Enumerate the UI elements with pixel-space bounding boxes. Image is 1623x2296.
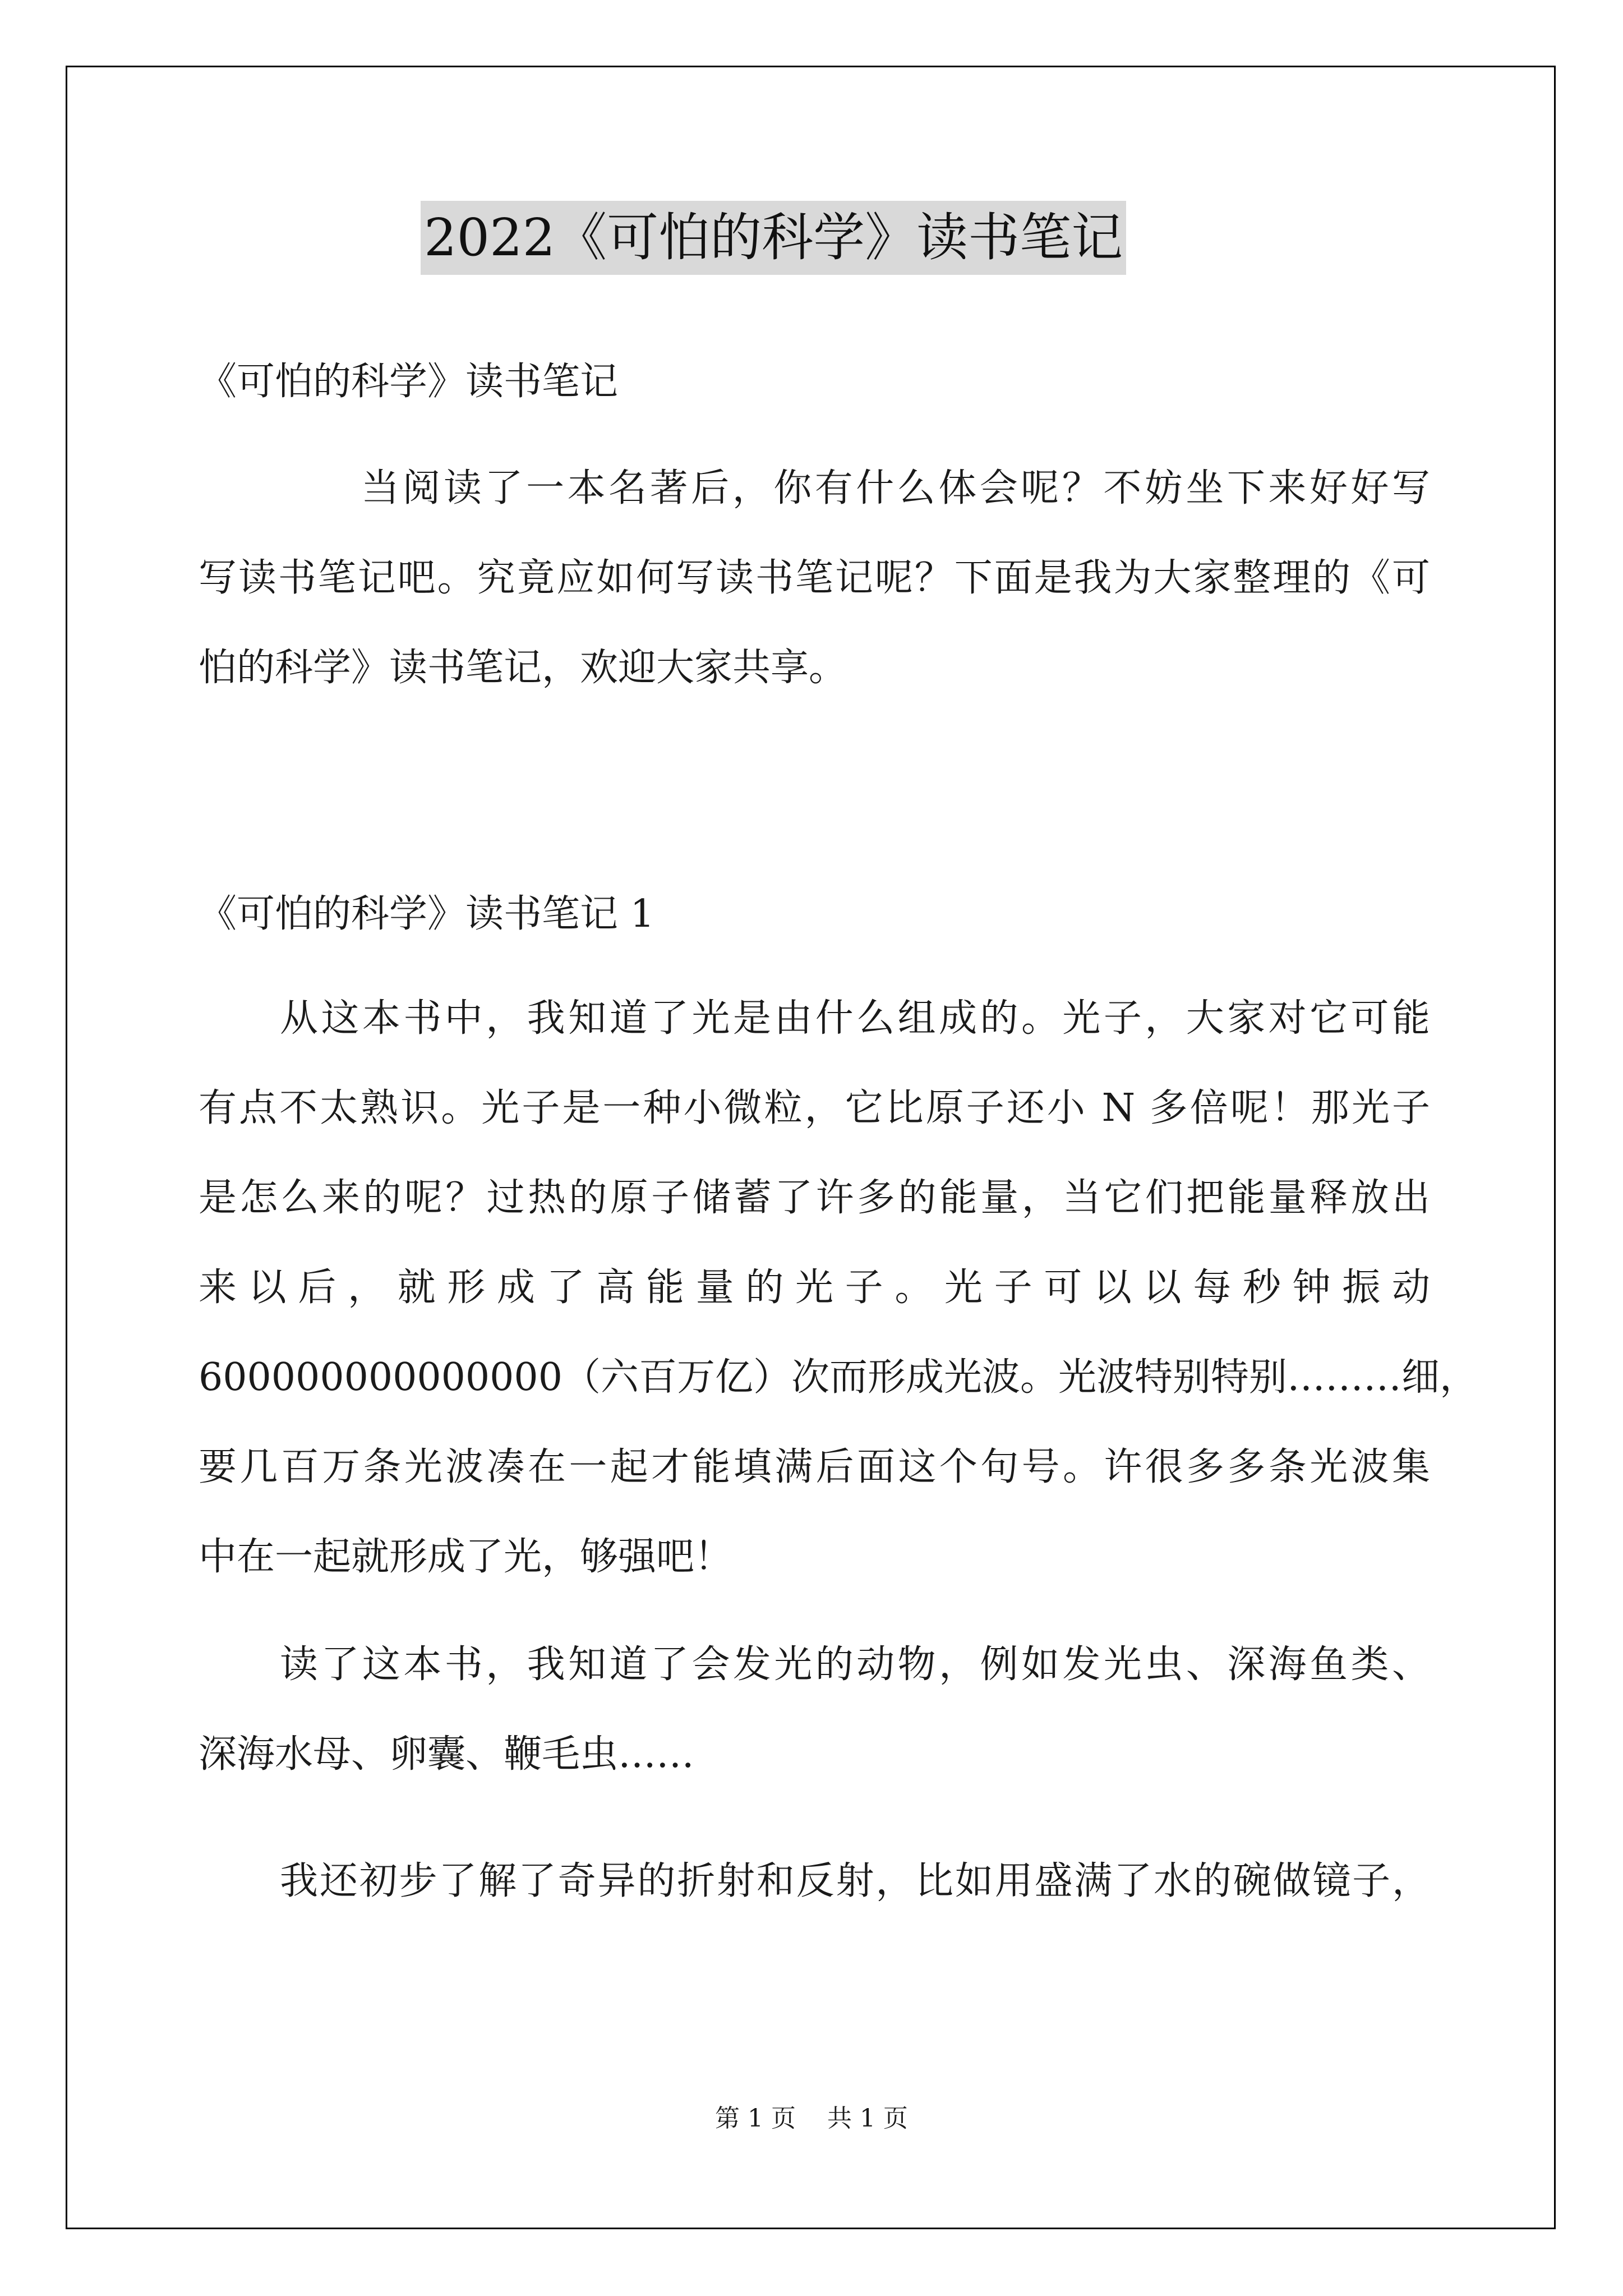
paragraph-line: 600000000000000（六百万亿）次而形成光波。光波特别特别………细，	[199, 1355, 1478, 1400]
intro-paragraph	[199, 444, 1430, 713]
document-title: 2022《可怕的科学》读书笔记	[421, 201, 1126, 275]
page-footer: 第 1 页 共 1 页	[715, 2104, 908, 2133]
paragraph-line: 深海水母、卵囊、鞭毛虫……	[199, 1732, 695, 1777]
section-heading: 《可怕的科学》读书笔记 1	[199, 892, 654, 936]
section-heading-block	[199, 869, 1430, 959]
paragraph-line: 我还初步了解了奇异的折射和反射，比如用盛满了水的碗做镜子，	[280, 1859, 1430, 1903]
subtitle: 《可怕的科学》读书笔记	[199, 360, 619, 404]
paragraph-line: 读了这本书，我知道了会发光的动物，例如发光虫、深海鱼类、	[280, 1642, 1430, 1687]
paragraph-line: 来以后，就形成了高能量的光子。光子可以以每秒钟振动	[199, 1266, 1430, 1310]
intro-line: 当阅读了一本名著后，你有什么体会呢？不妨坐下来好好写	[361, 466, 1430, 510]
paragraph-line: 中在一起就形成了光，够强吧！	[199, 1535, 733, 1579]
paragraph-2	[199, 1620, 1430, 1800]
paragraph-line: 有点不太熟识。光子是一种小微粒，它比原子还小 N 多倍呢！那光子	[199, 1086, 1430, 1130]
paragraph-line: 从这本书中，我知道了光是由什么组成的。光子，大家对它可能	[280, 996, 1430, 1041]
intro-line: 写读书笔记吧。究竟应如何写读书笔记呢？下面是我为大家整理的《可	[199, 556, 1430, 600]
paragraph-3	[199, 1837, 1430, 1926]
intro-line: 怕的科学》读书笔记，欢迎大家共享。	[199, 646, 847, 690]
subtitle-block	[199, 337, 1430, 427]
paragraph-line: 是怎么来的呢？过热的原子储蓄了许多的能量，当它们把能量释放出	[199, 1176, 1430, 1220]
paragraph-1	[199, 974, 1478, 1602]
paragraph-line: 要几百万条光波凑在一起才能填满后面这个句号。许很多多条光波集	[199, 1445, 1430, 1489]
